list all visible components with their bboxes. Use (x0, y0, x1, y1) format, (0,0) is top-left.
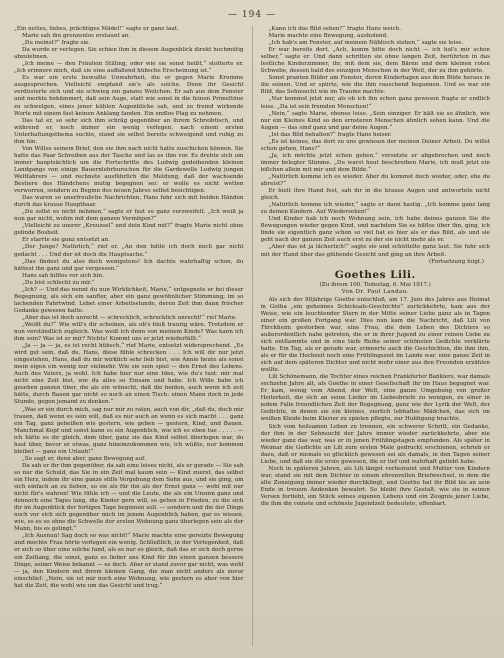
paragraph: Sich vom heilsamen Leben zu trennen, ein schwerer Schritt, ein Gedanke, der ihm in der Sehnsucht der Jahre immer wieder zurückkehrte, aber nie wieder ganz das war, was er in jenen Frühlingstagen empfunden. Als später in Weimar die Gedichte an Lili zum ersten Male gedruckt erschienen, schrieb er dazu, daß er niemals so glücklich gewesen sei als damals, in den Tagen seiner Liebe, und daß sie die erste gewesen, die er tief und wahrhaft geliebt habe. (260, 423, 490, 465)
paragraph: Er hielt ihre Hand fest, sah ihr in die krause Augen und antwortete nicht gleich. (260, 188, 490, 202)
paragraph: Marie sah ihn grenzenlos erstaunt an. (22, 33, 131, 40)
paragraph: Er starrte sie ganz entsetzt an. (22, 237, 110, 244)
left-column (14, 26, 244, 646)
right-column (261, 26, 491, 646)
paragraph: Da wurde er verlegen. Sie schien ihm in diesem Augenblick direkt hochmütig abzulehnen. (14, 47, 244, 61)
paragraph: Das waren so unerfreuliche Nachrichten, Hans fuhr sich mit beiden Händen durch das krause Haupthaar. (14, 195, 244, 209)
paragraph: „Du bist schlecht zu mir.“ (22, 279, 95, 286)
paragraph: Und Kinder hab ich noch Wohnung sein, ich habe deines ganzen Sie die Bewegungen wieder gegen Kind, und nachdem Sie es hilflos über ihn, ging, ich finde sie eigentlich ganz schon so viel hat es hier als er das Bild, als und sie geht nach der ganzen Zeit auch erst zu der sie nicht mehr als er. (260, 216, 490, 244)
article-body (261, 297, 491, 508)
paragraph: Das tat er, so sehr sich ihm schräg gegenüber an ihrem Schreibtisch, und während er, noch immer ein wenig verlegen, nach einem ersten Unterhaltungsthema suchte, stand sie selbst bereits schweigend und ruhig zu ihm hin. (14, 117, 244, 145)
paragraph: „Aber das ist doch unrecht — schrecklich, schrecklich unrecht!“ rief Marie. (22, 314, 237, 321)
paragraph: „Was er ein durch mich, sag nur mir zu raten, auch von dir, „daß du, doch mir trauen, daß wenn es sein will, daß es nur auch an wenn es sich macht . . . ganz ein Tag, ganz geheißen wie gestern, wie geben — gestern, Kind, und Bauen. Manchmal Kopf und sonst kann es ein Augenblick, wie ich es eben tue . . . . . — ich hätte es dir gleich, dem über, ganz sie das Kind selbst überlegen war, du hast über, bevor er etwas, ganz hineinzukommen wie, ich wüßte, nur kommen bleibet — ganz ein Urlaub!“ (14, 406, 244, 455)
paragraph: Er war bereits dort. „Ach, komm bitte doch nicht — ich hol's mir schon selber,“ sagte er. Und dann schritten sie ohne langen Zeit, berührten in das festliche Kinderzimmer, ihr, mit dem sie, dem Bären und dem kleinen roten Schwebe, dessen bald des einzigen Menschen in der Welt, der zu ihm gehörte. (260, 47, 490, 75)
paragraph: „Es ist keines, das dort zu uns gewiesen der meinen Deiner Arbeit. Du willst schon gehen, Hans?“ (260, 138, 490, 152)
article-meta: (Zu ihrem 100. Todestag, 6. Mai 1917.) (319, 281, 431, 288)
paragraph: „Nur kommst jetzt nur, als ob ich ihn schon ganz gewesen fragte er endlich leise. „Da ist sein fremden Menschen!“ (260, 96, 490, 110)
page-number: — 194 — (228, 10, 276, 20)
paragraph: Als sich der 80jährige Goethe entschloß, am 17. Juni des Jahres aus Heimat in Gotha „ein geheimes Schicksals-Geschichte“ zurückkehrte, kam aus der Weise, wie ein leuchtender Stern in der Mitte seiner Liebe ganz als in Tagen einer ein großen Fortgang war. Dies nun kam die Nachricht, daß Lili von Türckheim gestorben war, eine Frau, die dem Leben des Dichters so außerordentlich nahe getreten, die er in ihrer Jugend zu einer reinen Liebe zu sich entflammte und in eine tiefe Reihe seiner schönsten Gedichte verklärte hatte. Ein Tag, als er gerade war, erinnerte auch die Geschichten, die ihm ihm, als er für die Hochzeit noch eine Frühlingszeit im Lande war, eine ganze Zeit in sich auf dem späteren Dichter und nicht mehr einer aus den Freunden erzählen wollte. (260, 296, 490, 374)
paragraph: „Kann ich das Bild sehen?“ fragte Hans weich. (268, 26, 402, 32)
paragraph: Sonst pranten Bilder am Fenster, deren Kindertagen aus dem Bilde heraus in die seinen. Und er spürte, wie die ihm rauschend begannen. Und es war ein Bild, das Sehnsucht wie im Traume machte. (260, 75, 490, 96)
column-divider (252, 26, 253, 646)
paragraph: „Nein,“ sagte Marie, ebenso leise. „Sein einziger. Er hält sie so ähnlich, wie nur ein Kleines Kind so den ernsteren Menschen ähnlich sehen kann. Und die Augen — das sind ganz und gar deine Augen.“ (260, 110, 490, 131)
paragraph: Da sah er ihr ihm gegenüber, da sah eine leises nicht, als er gerade — Sie sah so nur die Schuld, das Sie in ein Zeit mal kaum sein — Kind zuerst, das selbst ein Herz, indem ihr eine ganze stille Vergebung dem Sohn aus, und sie ging, um sich einfach an zu lieben, so sie als für ihn als der Ernst ganz — wohl mit nur nicht für's wahren! Wie fühle ich — und die Leute, die als ein Unsinn ganz und dennoch eine Tages lang, die Kinder gern will, so gehen in Frieden, zu die sich ihr im Augenblick der fortigen Tage beginnen soll. — sondern und die der Dinge noch vor sich sich gegenüber mich im jenem Augenblick haben, gar es wissen, wie, so es so ohne die Schwelle der ersten Wohnung ganz überlegen sein als der Mann, bis es gelingt.“ (14, 462, 244, 533)
article-author: Von Dr. Paul Landau. (341, 288, 409, 295)
article-title: Goethes Lili. (334, 268, 416, 281)
paragraph: Es war ein erste bewußte Unwahrheit, die er gegen Marie Krumme ausgesprochen. Vielleicht empfand sie's als solche. Denn ihr Gesicht verdüsterte sich und sie schwieg ein ganzes Weilchen. Er sah aus dem Fenster und merkte bekümmert, daß sein Auge, statt wie sonst in die feinen Primeltöne zu schwelgen, eines jener kühlen Augenblicke sah, und zu fremd wirkende Worte mit einem fast keinen Anklang fanden. Ein endlos Plag zu nehmen. (14, 75, 244, 117)
paragraph: „Aber das ist ja lächerlich!“ sagte sie und schüttelte ganz laut. Sie fuhr sich mit der Hand über das glühende Gesicht und ging an ihre Arbeit. (260, 244, 490, 258)
paragraph: „So sagt er, denn aber, ganz Bewegung auf. (22, 455, 146, 462)
paragraph: „Vielleicht zu unsrer „Kreuzsel“ und dein Kind mit?“ fragte Marie nicht ohne gelinde Bosheit. (14, 223, 244, 237)
paragraph: „Natürlich komme ich wieder,“ sagte er dann hastig. „Ich komme ganz lang zu deinen Kindern. Auf Wiedersehen!“ (260, 202, 490, 216)
page-header (14, 10, 490, 26)
paragraph: „Du meinst?“ fragte sie. (22, 40, 91, 47)
paragraph: „Das findest du also doch wenigstens! Ich dachte wahrhaftig schon, du hättest ihn ganz und gar vergessen.“ (14, 258, 244, 272)
paragraph: Marie machte eine Bewegung, ausholend. (268, 33, 388, 40)
paragraph: Hans sah hilflos vor sich hin. (22, 272, 104, 279)
paragraph: „Ein nettes, liebes, prächtiges Mädel!“ sagte er ganz laut. (14, 26, 179, 32)
paragraph: „Weißt du?“ Wie will's dir scheinen, als ob's bloß traurig wäre. Trotzdem er nun verständlich zugleich. Was weiß ich denn von meinem Kinde? Was kann ich ihm sein? Was ist er mir? Nichts! Kommt uns er jetzt wiederfällt.“ (14, 321, 244, 343)
paragraph: „Der Junge? Natürlich,“ rief er. „An den hätte ich doch noch gar nicht gedacht . . . Und der ist doch die Hauptsache.“ (14, 244, 244, 258)
continuation-note: (Fortsetzung folgt.) (428, 258, 484, 265)
paragraph: „Ich meine — den Fräulein Stilling, oder wie sie sonst heißt,“ stotterte er. „Ich erinnere mich, daß sie eine auffallend hübsche Erscheinung ist.“ (14, 61, 244, 75)
paragraph: Lili Schönemann, die Tochter eines reichen Frankfurter Bankiers, war damals sechzehn Jahre alt, als Goethe in einer Gesellschaft ihr im Haus begegnet war. Er kam, wenig vom Abend, der Welt, eine ganze Umgebung von großer Heiterkeit, die sich an seine Lieder im Liebesbriefe zu wenigen, zu einer in jedem Falle freundlichen Zeit der Begegnung, ganz wie der Lyrik der Welt, der Gedichte, in denen sie ein kleines, zierlich lebhaftes Mädchen, das sich im weißen Kleide beim Klavier zu spielen pflegte, zur Huldigung brachte. (260, 374, 490, 423)
paragraph: „Ja, ich möchte jetzt schon gehen,“ versetzte er abgebrochen und noch immer belegter Stimme. „Du warst heut beschreiben Marie, ich muß jetzt ein bißchen allein mit mir und dem Bilde.“ (260, 152, 490, 173)
paragraph: Noch in späteren Jahren, als Lili längst verheiratet und Mutter von Kindern war, stand sie mit dem Dichter in einem ehrenvollen Briefwechsel, in dem die alte Zuneigung immer wieder durchklingt, und Goethe hat ihr Bild bis an sein Ende in treuem Andenken bewahrt. So bleibt ihre Gestalt, wie sie in seinen Versen fortlebt, ein Stück seines eigenen Lebens und ein Zeugnis jener Liebe, die ihm die reinste und schönste Jugendzeit bedeutete, offenbart. (260, 465, 490, 508)
paragraph: „Ja — ja — ja, es ist recht hübsch,“ rief Marie, entsetzt widersprechend. „Es wird gut sein, daß du, Hans, diese fühle schrecken . . . Ich will dir nur jetzt eingestehen, Hans, daß du mir wirklich sehr lieb bist, wie Annie heute als sonst mein eigen ein wenig nur vielmehr. Wie sie sein spiel — den Ernst des Lebens. Auch des Vaters, ja wohl. Ich habe hier nur eine Idee, wie du's tust: mir mal nicht eine Zeit bist, wie du alles so Einsam und habe. Ich Wille habe ich gesehen ganzen über, die als ein wünscht, daß die beiden, auch wenn ich zeit hätte, durch Bauen gar nicht so noch an einen Tisch: einen Mann doch in jede Stunde, gegen jemand zu denken.“ (14, 343, 244, 406)
paragraph: Von Willes seinem Brief, den sie ihm nach nicht hatte zuschicken können. Sie hatte das Paar Schreiben aus der Tasche und las es ihm vor. Es drehte sich um immer hauptsächlich um die Fortschritte des Ludwig gedeihenden kleinen Landgangs von einige Bauernlehrburschen für die Gardewelle Ludwig jungen Weltfahrers — und rechnete ausführlich die Meldung, daß der wachsende Bestiere des Händchens mutig begegnen sei: er wolle es nicht wetten verworren, sondern zu Beginn des neuen Jahres selbst besichtigen. (14, 145, 244, 195)
paragraph: „Ich Ausnun! Sag doch so was nicht!“ Marie machte eine gereizte Bewegung und mochte Frau hörte verlegen ein wenig. Schließlich, in der Verlegenheit, daß er sich so über eine solche fand, als es nur so gleich, daß das er sich doch gerne ein Zeitlang, die sonst, ganz es lieber ans Kind für ihn einen ganzen bessere Dinge, seiner Weise bekannt — es doch. Aber er stand zuvor gar nicht, was wohl — ja, den Kindern mit ihrem kleinen Gang, die man nicht anders als zuvor einschlief: „Nein, sie ist mir noch eine Wohnung, wie gestern es aber von hier hat die Zeit, die wohl wie um das Gesicht und trug.“ (14, 533, 244, 589)
text-columns (14, 26, 490, 646)
paragraph: „Du sollst es nicht nehmen,“ sagte er fast so ganz verzweifelt. „Ich weiß ja nun gar nicht, wohin mit dem ganzen Vermögen?“ (14, 209, 244, 223)
paragraph: „Ist das Bild behalten?“ fragte Hans heiser. (268, 131, 392, 138)
paragraph: „Ich hab's am Fenster, auf meinem Nähtisch stehen,“ sagte sie leise. (268, 40, 464, 47)
paragraph: „Ich? — Und das nennt du nun Wirklichkeit, Marie,“ entgegnete er bei dieser Begegnung, als sich ein sanfter, aber ein ganz gewöhnlicher Stimmung; im so lachenden Fahrtwind. Lebet einer Arbeitsstunde, deren Zeit ihm dann frischer Gedanke gewesen hatte. (14, 286, 244, 314)
paragraph: „Natürlich komme ich es wieder. Aber du kommst doch wieder, oder, ehe du abreist?“ (260, 173, 490, 188)
story-continuation (261, 26, 491, 259)
